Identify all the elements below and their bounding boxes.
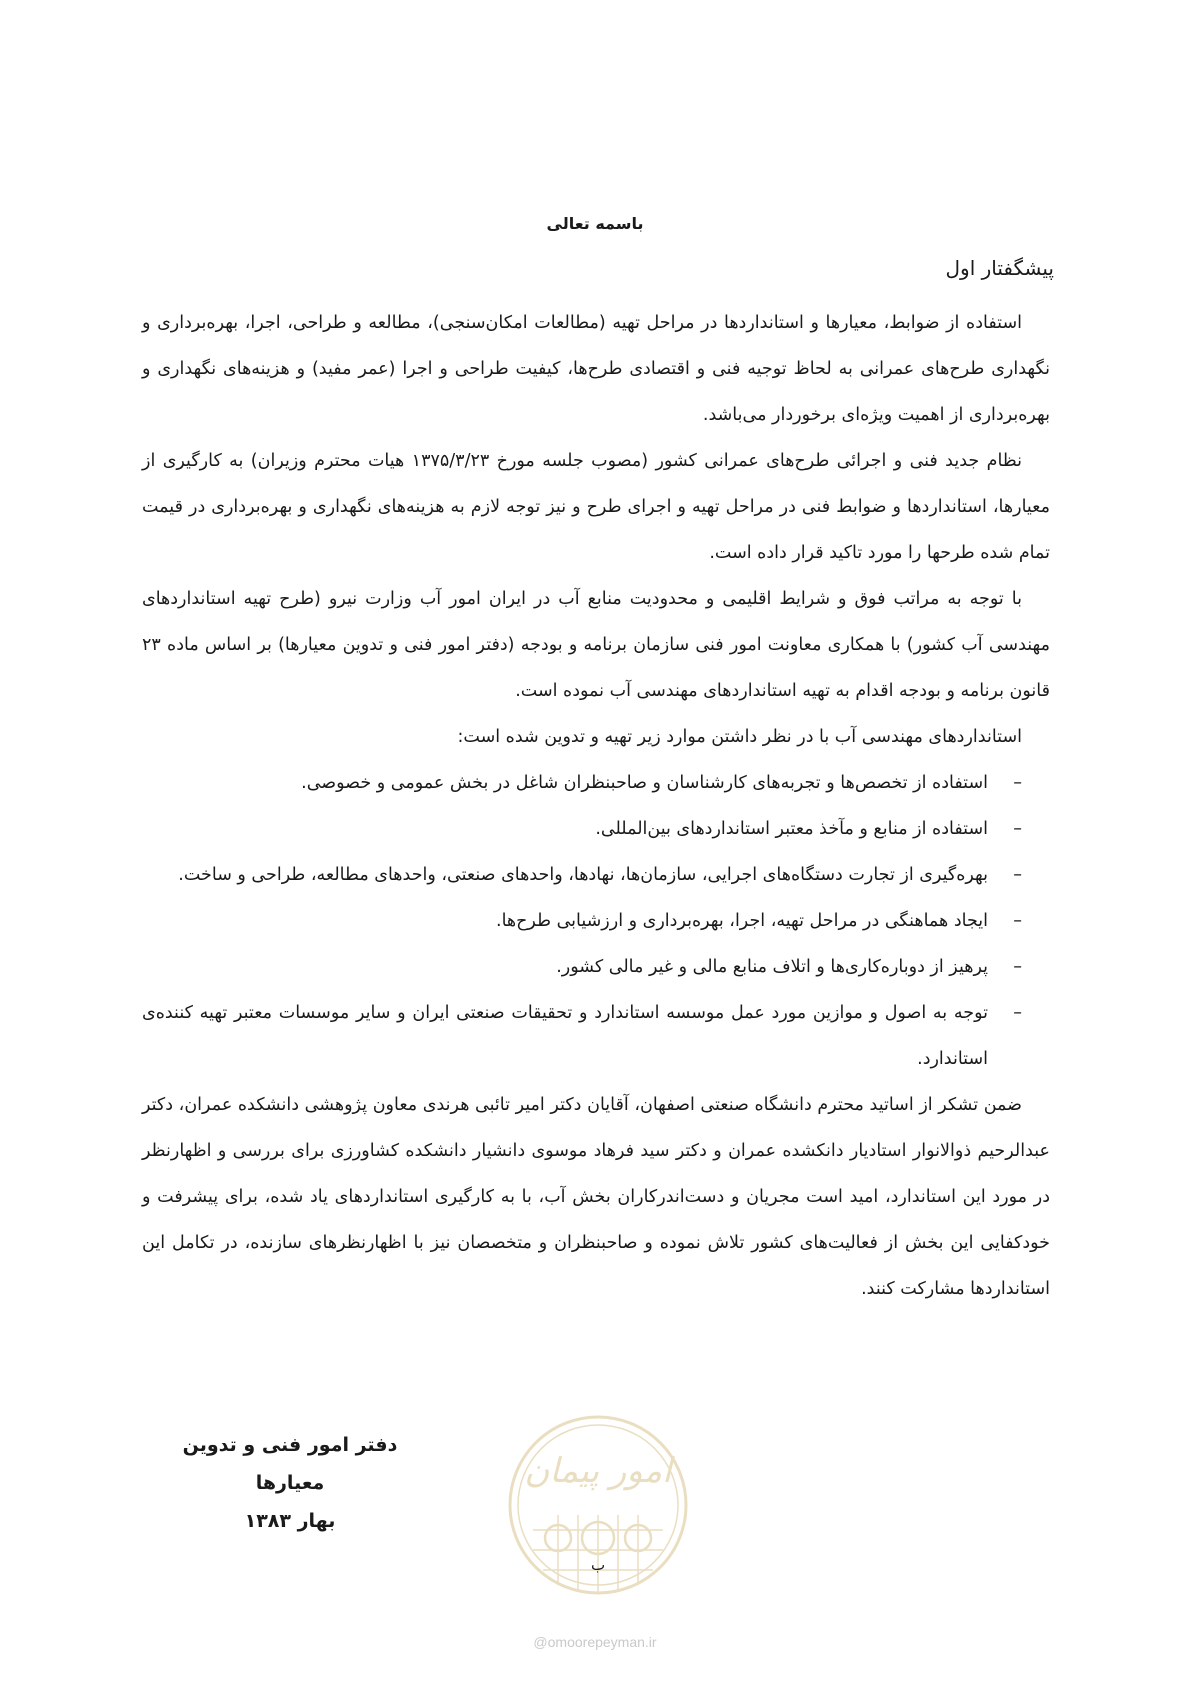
closing-paragraph: ضمن تشکر از اساتید محترم دانشگاه صنعتی اصفهان، آقایان دکتر امیر تائبی هرندی معاون پژوهشی دانشکده عمران، دکتر عبدالرحیم ذوالانوار استادیار دانکشده عمران و دکتر سید فرهاد موسوی دانشیار دانشکده کشاورزی برای بررسی و اظهارنظر در مورد این استاندارد، امید است مجریان و دست‌اندرکاران بخش آب، با به کارگیری استانداردهای یاد شده، برای پیشرفت و خودکفایی این بخش از فعالیت‌های کشور تلاش نموده و صاحبنظران و متخصصان نیز با اظهارنظرهای سازنده، در تکامل این استانداردها مشارکت کنند. <box>142 1095 1050 1299</box>
list-item <box>142 760 1050 806</box>
list-item-text: پرهیز از دوباره‌کاری‌ها و اتلاف منابع مالی و غیر مالی کشور. <box>556 957 988 977</box>
list-item <box>142 806 1050 852</box>
bullet-dash: – <box>1013 1003 1022 1023</box>
list-item-text: توجه به اصول و موازین مورد عمل موسسه استاندارد و تحقیقات صنعتی ایران و سایر موسسات معتبر تهیه کننده‌ی استاندارد. <box>142 1003 988 1069</box>
list-item <box>142 898 1050 944</box>
document-body <box>142 300 1050 1312</box>
list-item <box>142 990 1050 1082</box>
page-title: پیشگفتار اول <box>945 256 1054 280</box>
watermark-logo-text: امور پیمان <box>524 1451 672 1491</box>
bullet-dash: – <box>1013 773 1022 793</box>
bullet-dash: – <box>1013 911 1022 931</box>
basmala: باسمه تعالی <box>546 214 644 233</box>
list-item-text: ایجاد هماهنگی در مراحل تهیه، اجرا، بهره‌برداری و ارزشیابی طرح‌ها. <box>496 911 988 931</box>
list-item <box>142 944 1050 990</box>
paragraph: استفاده از ضوابط، معیارها و استانداردها در مراحل تهیه (مطالعات امکان‌سنجی)، مطالعه و طراحی، اجرا، بهره‌برداری و نگهداری طرح‌های عمرانی به لحاظ توجیه فنی و اقتصادی طرح‌ها، کیفیت طراحی و اجرا (عمر مفید) و هزینه‌های نگهداری و بهره‌برداری از اهمیت ویژه‌ای برخوردار می‌باشد. <box>142 313 1050 425</box>
signature-date: بهار ۱۳۸۳ <box>244 1510 336 1532</box>
bullet-list <box>142 760 1050 1082</box>
paragraph: نظام جدید فنی و اجرائی طرح‌های عمرانی کشور (مصوب جلسه مورخ ۱۳۷۵/۳/۲۳ هیات محترم وزیران) به کارگیری از معیارها، استانداردها و ضوابط فنی در مراحل تهیه و اجرای طرح و نیز توجه لازم به هزینه‌های نگهداری و بهره‌برداری در قیمت تمام شده طرحها را مورد تاکید قرار داده است. <box>142 451 1050 563</box>
bullet-dash: – <box>1013 819 1022 839</box>
list-item-text: استفاده از منابع و مآخذ معتبر استانداردهای بین‌المللی. <box>595 819 988 839</box>
bullet-dash: – <box>1013 957 1022 977</box>
list-item-text: بهره‌گیری از تجارت دستگاه‌های اجرایی، سازمان‌ها، نهادها، واحدهای صنعتی، واحدهای مطالعه، طراحی و ساخت. <box>178 865 988 885</box>
page-number: ب <box>590 1556 606 1574</box>
list-item <box>142 852 1050 898</box>
footer-site: @omoorepeyman.ir <box>533 1634 657 1650</box>
signature-office: دفتر امور فنی و تدوین معیارها <box>182 1434 398 1494</box>
bullet-dash: – <box>1013 865 1022 885</box>
list-item-text: استفاده از تخصص‌ها و تجربه‌های کارشناسان و صاحبنظران شاغل در بخش عمومی و خصوصی. <box>301 773 988 793</box>
signature-block <box>150 1426 430 1540</box>
paragraph: با توجه به مراتب فوق و شرایط اقلیمی و محدودیت منابع آب در ایران امور آب وزارت نیرو (طرح تهیه استانداردهای مهندسی آب کشور) با همکاری معاونت امور فنی سازمان برنامه و بودجه (دفتر امور فنی و تدوین معیارها) بر اساس ماده ۲۳ قانون برنامه و بودجه اقدام به تهیه استانداردهای مهندسی آب نموده است. <box>142 589 1050 701</box>
paragraph: استانداردهای مهندسی آب با در نظر داشتن موارد زیر تهیه و تدوین شده است: <box>457 727 1022 747</box>
